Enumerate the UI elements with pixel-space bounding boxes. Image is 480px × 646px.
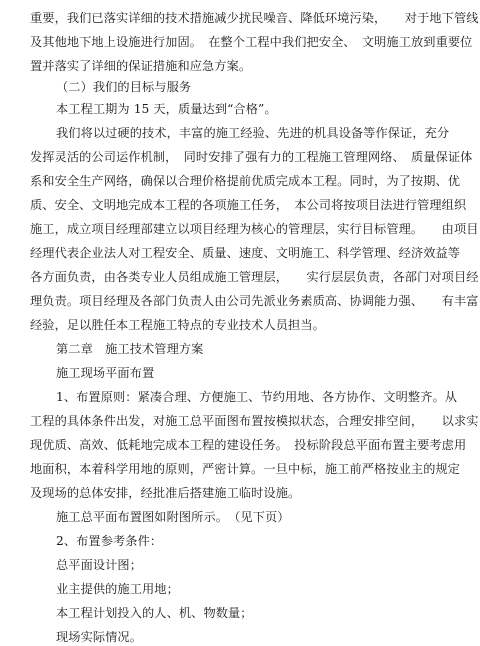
body-text-line: 质、安全、文明地完成本工程的各项施工任务， 本公司将按项目法进行管理组织 (30, 198, 467, 212)
body-text-line: 施工，成立项目经理部建立以项目经理为核心的管理层，实行目标管理。 由项目 (30, 222, 479, 236)
body-text-line: 经理代表企业法人对工程安全、质量、速度、文明施工、科学管理、经济效益等 (30, 246, 461, 260)
body-text-line: 及其他地下地上设施进行加固。 在整个工程中我们把安全、 文明施工放到重要位 (30, 35, 473, 49)
body-text-line: 施工总平面布置图如附图所示。 （见下页） (56, 510, 290, 524)
section-heading: （二）我们的目标与服务 (56, 80, 192, 94)
body-text-line: 工程的具体条件出发，对施工总平面图布置按模拟状态，合理安排空间， 以求实 (30, 414, 479, 428)
list-item: 总平面设计图； (56, 558, 143, 572)
body-text-line: 系和安全生产网络，确保以合理价格提前优质完成本工程。同时，为了按期、优 (30, 174, 461, 188)
body-text-line: 理负责。项目经理及各部门负责人由公司先派业务素质高、协调能力强、 有丰富 (30, 294, 479, 308)
body-text-line: 及现场的总体安排，经批准后搭建施工临时设施。 (30, 486, 301, 500)
body-text-line: 重要，我们已落实详细的技术措施减少扰民噪音、降低环境污染， 对于地下管线 (30, 11, 479, 25)
body-text-line: 置并落实了详细的保证措施和应急方案。 (30, 59, 252, 73)
list-item: 2、布置参考条件： (56, 534, 163, 548)
chapter-heading: 第二章 施工技术管理方案 (56, 342, 204, 356)
body-text-line: 现优质、高效、低耗地完成本工程的建设任务。 投标阶段总平面布置主要考虑用 (30, 438, 467, 452)
list-item: 业主提供的施工用地； (56, 582, 179, 596)
body-text-line: 地面积，本着科学用地的原则，严密计算。一旦中标，施工前严格按业主的规定 (30, 462, 461, 476)
list-item: 本工程计划投入的人、机、物数量； (56, 606, 253, 620)
body-text-line: 1、布置原则：紧凑合理、方便施工、节约用地、各方协作、文明整齐。从 (56, 390, 458, 404)
body-text-line: 本工程工期为 15 天，质量达到“合格”。 (56, 102, 277, 116)
section-heading: 施工现场平面布置 (56, 366, 155, 380)
body-text-line: 经验，足以胜任本工程施工特点的专业技术人员担当。 (30, 318, 325, 332)
body-text-line: 我们将以过硬的技术，丰富的施工经验、先进的机具设备等作保证，充分 (56, 126, 450, 140)
body-text-line: 各方面负责，由各类专业人员组成施工管理层， 实行层层负责，各部门对项目经 (30, 270, 479, 284)
body-text-line: 发挥灵活的公司运作机制， 同时安排了强有力的工程施工管理网络、 质量保证体 (30, 150, 473, 164)
list-item: 现场实际情况。 (56, 630, 143, 644)
